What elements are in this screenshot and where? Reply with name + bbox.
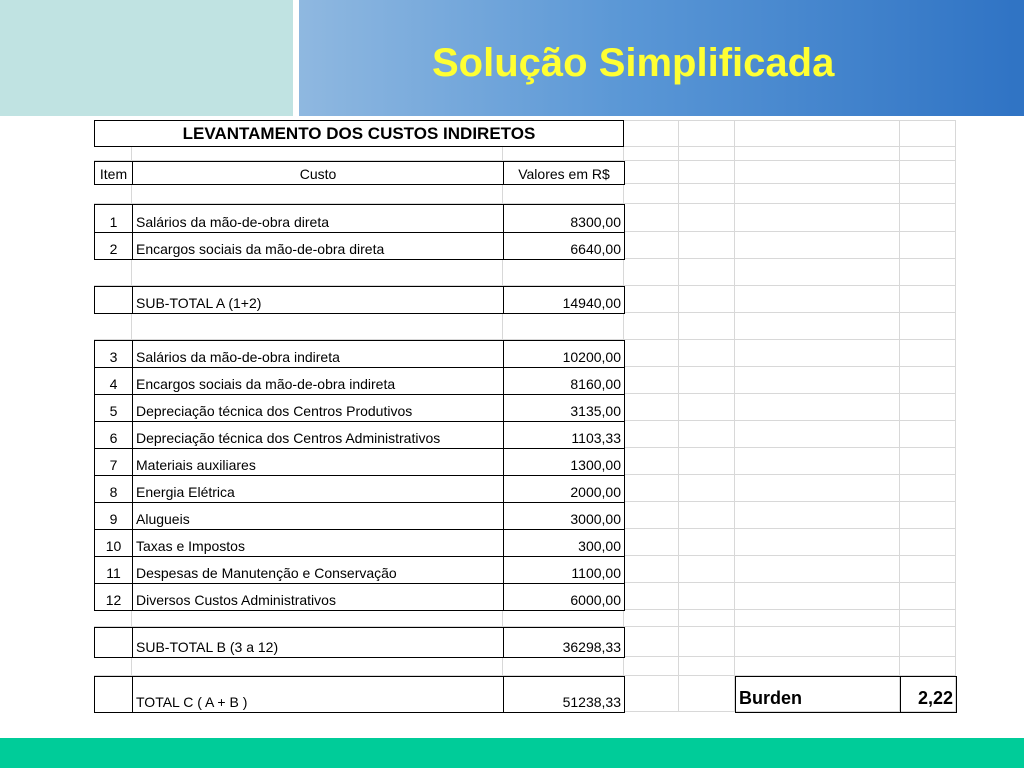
row-item-number: 6 <box>94 421 133 449</box>
grid-cell <box>735 502 900 529</box>
grid-cell <box>94 147 132 161</box>
grid-cell <box>679 610 735 627</box>
grid-cell <box>900 259 956 286</box>
grid-cell <box>94 259 132 286</box>
grid-cell <box>679 313 735 340</box>
grid-cell <box>679 583 735 610</box>
row-cost-description: Encargos sociais da mão-de-obra indireta <box>132 367 504 395</box>
header-left-panel <box>0 0 293 116</box>
grid-cell <box>679 204 735 232</box>
grid-cell <box>900 556 956 583</box>
grid-cell <box>624 627 679 657</box>
row-cost-description: Materiais auxiliares <box>132 448 504 476</box>
grid-cell <box>624 367 679 394</box>
row-cost-value: 14940,00 <box>503 286 625 314</box>
row-cost-value: 6000,00 <box>503 583 625 611</box>
grid-cell <box>735 556 900 583</box>
grid-cell <box>735 475 900 502</box>
grid-cell <box>624 184 679 204</box>
grid-cell <box>503 313 624 340</box>
row-cost-description: Depreciação técnica dos Centros Administrativos <box>132 421 504 449</box>
row-cost-description: Despesas de Manutenção e Conservação <box>132 556 504 584</box>
grid-cell <box>735 583 900 610</box>
row-cost-description: Salários da mão-de-obra direta <box>132 204 504 233</box>
row-item-number: 9 <box>94 502 133 530</box>
column-header-item: Item <box>94 161 133 185</box>
grid-cell <box>624 147 679 161</box>
row-cost-value: 300,00 <box>503 529 625 557</box>
row-item-number <box>94 676 133 713</box>
row-cost-value: 51238,33 <box>503 676 625 713</box>
row-cost-value: 36298,33 <box>503 627 625 658</box>
grid-cell <box>624 556 679 583</box>
row-item-number: 1 <box>94 204 133 233</box>
grid-cell <box>503 657 624 676</box>
row-cost-value: 1100,00 <box>503 556 625 584</box>
grid-cell <box>735 448 900 475</box>
grid-cell <box>735 627 900 657</box>
grid-cell <box>735 367 900 394</box>
grid-cell <box>900 394 956 421</box>
grid-cell <box>679 556 735 583</box>
grid-cell <box>624 475 679 502</box>
row-cost-description: SUB-TOTAL A (1+2) <box>132 286 504 314</box>
row-item-number: 7 <box>94 448 133 476</box>
row-item-number: 8 <box>94 475 133 503</box>
row-cost-value: 2000,00 <box>503 475 625 503</box>
grid-cell <box>735 657 900 676</box>
row-cost-description: Alugueis <box>132 502 504 530</box>
row-cost-description: Diversos Custos Administrativos <box>132 583 504 611</box>
row-item-number: 10 <box>94 529 133 557</box>
grid-cell <box>735 340 900 367</box>
slide-header <box>0 0 1024 116</box>
grid-cell <box>679 259 735 286</box>
grid-cell <box>679 340 735 367</box>
column-header-value: Valores em R$ <box>503 161 625 185</box>
grid-cell <box>624 448 679 475</box>
grid-cell <box>624 610 679 627</box>
grid-cell <box>679 286 735 313</box>
grid-cell <box>624 286 679 313</box>
grid-cell <box>735 421 900 448</box>
grid-cell <box>94 657 132 676</box>
row-cost-value: 3000,00 <box>503 502 625 530</box>
grid-cell <box>132 147 503 161</box>
grid-cell <box>503 184 624 204</box>
row-item-number: 2 <box>94 232 133 260</box>
grid-cell <box>94 313 132 340</box>
grid-cell <box>900 204 956 232</box>
grid-cell <box>900 657 956 676</box>
grid-cell <box>679 184 735 204</box>
row-cost-description: Encargos sociais da mão-de-obra direta <box>132 232 504 260</box>
grid-cell <box>624 161 679 184</box>
grid-cell <box>735 120 900 147</box>
grid-cell <box>735 259 900 286</box>
grid-cell <box>735 394 900 421</box>
row-item-number <box>94 627 133 658</box>
grid-cell <box>624 676 679 712</box>
footer-bar <box>0 738 1024 768</box>
grid-cell <box>735 204 900 232</box>
grid-cell <box>900 529 956 556</box>
grid-cell <box>679 120 735 147</box>
grid-cell <box>900 286 956 313</box>
grid-cell <box>624 502 679 529</box>
row-cost-value: 1103,33 <box>503 421 625 449</box>
row-cost-value: 8300,00 <box>503 204 625 233</box>
grid-cell <box>624 657 679 676</box>
grid-cell <box>624 529 679 556</box>
grid-cell <box>735 529 900 556</box>
grid-cell <box>900 475 956 502</box>
grid-cell <box>679 232 735 259</box>
grid-cell <box>503 259 624 286</box>
grid-cell <box>679 657 735 676</box>
grid-cell <box>132 657 503 676</box>
grid-cell <box>735 161 900 184</box>
row-cost-value: 1300,00 <box>503 448 625 476</box>
grid-cell <box>624 340 679 367</box>
grid-cell <box>900 340 956 367</box>
grid-cell <box>624 394 679 421</box>
grid-cell <box>900 313 956 340</box>
row-item-number: 11 <box>94 556 133 584</box>
grid-cell <box>624 583 679 610</box>
row-item-number: 5 <box>94 394 133 422</box>
grid-cell <box>900 502 956 529</box>
grid-cell <box>900 610 956 627</box>
grid-cell <box>679 161 735 184</box>
row-cost-description: Salários da mão-de-obra indireta <box>132 340 504 368</box>
grid-cell <box>900 161 956 184</box>
grid-cell <box>94 184 132 204</box>
row-cost-description: SUB-TOTAL B (3 a 12) <box>132 627 504 658</box>
row-cost-description: Depreciação técnica dos Centros Produtivos <box>132 394 504 422</box>
grid-cell <box>900 627 956 657</box>
grid-cell <box>900 184 956 204</box>
row-item-number: 12 <box>94 583 133 611</box>
sheet-banner: LEVANTAMENTO DOS CUSTOS INDIRETOS <box>94 120 624 147</box>
grid-cell <box>132 184 503 204</box>
grid-cell <box>900 448 956 475</box>
row-cost-value: 8160,00 <box>503 367 625 395</box>
grid-cell <box>679 475 735 502</box>
grid-cell <box>624 259 679 286</box>
row-item-number <box>94 286 133 314</box>
grid-cell <box>900 120 956 147</box>
grid-cell <box>132 313 503 340</box>
grid-cell <box>679 627 735 657</box>
grid-cell <box>132 610 503 627</box>
grid-cell <box>900 583 956 610</box>
column-header-cost: Custo <box>132 161 504 185</box>
grid-cell <box>900 367 956 394</box>
row-cost-value: 6640,00 <box>503 232 625 260</box>
grid-cell <box>900 147 956 161</box>
grid-cell <box>735 184 900 204</box>
grid-cell <box>679 502 735 529</box>
grid-cell <box>735 313 900 340</box>
row-cost-description: Taxas e Impostos <box>132 529 504 557</box>
row-cost-description: Energia Elétrica <box>132 475 504 503</box>
grid-cell <box>735 147 900 161</box>
grid-cell <box>679 147 735 161</box>
grid-cell <box>900 232 956 259</box>
grid-cell <box>624 313 679 340</box>
grid-cell <box>735 286 900 313</box>
grid-cell <box>900 421 956 448</box>
row-item-number: 3 <box>94 340 133 368</box>
grid-cell <box>624 204 679 232</box>
grid-cell <box>679 367 735 394</box>
grid-cell <box>132 259 503 286</box>
grid-cell <box>679 448 735 475</box>
row-cost-description: TOTAL C ( A + B ) <box>132 676 504 713</box>
burden-label: Burden <box>739 688 802 708</box>
slide-title: Solução Simplificada <box>432 41 835 85</box>
grid-cell <box>735 232 900 259</box>
grid-cell <box>679 676 735 712</box>
grid-cell <box>624 120 679 147</box>
row-cost-value: 10200,00 <box>503 340 625 368</box>
grid-cell <box>679 394 735 421</box>
grid-cell <box>624 421 679 448</box>
grid-cell <box>679 421 735 448</box>
grid-cell <box>735 610 900 627</box>
grid-cell <box>503 610 624 627</box>
grid-cell <box>94 610 132 627</box>
grid-cell <box>503 147 624 161</box>
row-item-number: 4 <box>94 367 133 395</box>
burden-value: 2,22 <box>917 688 953 708</box>
grid-cell <box>679 529 735 556</box>
row-cost-value: 3135,00 <box>503 394 625 422</box>
grid-cell <box>624 232 679 259</box>
